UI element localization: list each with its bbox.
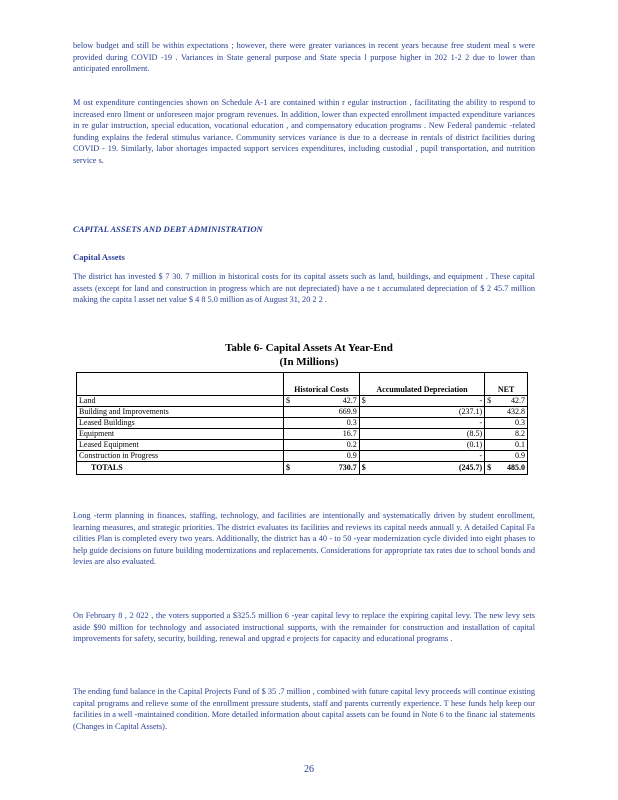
accumulated-depreciation-header: Accumulated Depreciation bbox=[359, 373, 484, 396]
page-number: 26 bbox=[304, 764, 314, 775]
subsection-heading: Capital Assets bbox=[73, 252, 125, 262]
table-row: Land $ 42.7 $ - $ 42.7 bbox=[77, 396, 528, 407]
table-row: Building and Improvements 669.9 (237.1) 432.8 bbox=[77, 407, 528, 418]
table-row: Construction in Progress 0.9 - 0.9 bbox=[77, 451, 528, 462]
table-row: Leased Equipment 0.2 (0.1) 0.1 bbox=[77, 440, 528, 451]
budget-variance-paragraph: below budget and still be within expectations ; however, there were greater variances in recent years because free student meal s were provided during COVID -19 . Variances in State general purpose and State specia l purpose higher in 202 1-2 2 due to lower than anticipated enrollment. bbox=[73, 41, 535, 74]
totals-row: TOTALS $ 730.7 $ (245.7) $ 485.0 bbox=[77, 462, 528, 475]
capital-levy-paragraph: On February 8 , 2 022 , the voters supported a $325.5 million 6 -year capital levy to replace the expiring capital levy. The new levy sets aside $90 million for technology and associated instructional supports, with the remainder for construction and installation of capital improvements for safety, security, building, renewal and upgrad e projects for capacity and educational programs . bbox=[73, 611, 535, 644]
net-header: NET bbox=[485, 373, 528, 396]
capital-investment-paragraph: The district has invested $ 7 30. 7 million in historical costs for its capital assets such as land, buildings, and equipment . These capital assets (except for land and construction in progress which are not depreciated) have a ne t accumulated depreciation of $ 2 45.7 million making the capita l asset net value $ 4 8 5.0 million as of August 31, 20 2 2 . bbox=[73, 272, 535, 305]
table-row: Leased Buildings 0.3 - 0.3 bbox=[77, 418, 528, 429]
ending-fund-balance-paragraph: The ending fund balance in the Capital Projects Fund of $ 35 .7 million , combined with future capital levy proceeds will continue existing capital programs and relieve some of the enrollment pressure students, staff and parents currently experience. T hese funds help keep our facilities in a well -maintained condition. More detailed information about capital assets can be found in Note 6 to the financ ial statements (Changes in Capital Assets). bbox=[73, 687, 535, 731]
long-term-planning-paragraph: Long -term planning in finances, staffing, technology, and facilities are intentionally and systematically driven by student enrollment, learning measures, and strategic priorities. The district evaluates its facilities and reviews its capital needs annuall y. A detailed Capital Fa cilities Plan is completed every two years. Additionally, the district has a 40 - to 50 -year modernization cycle divided into eight phases to help guide decisions on future building modernizations and replacements. Considerations for appropriate tax rates due to school bonds and levies are also evaluated. bbox=[73, 511, 535, 567]
capital-assets-table bbox=[76, 372, 528, 475]
section-heading: CAPITAL ASSETS AND DEBT ADMINISTRATION bbox=[73, 224, 263, 234]
expenditure-contingencies-paragraph: M ost expenditure contingencies shown on Schedule A-1 are contained within r egular instruction , facilitating the ability to respond to increased enro llment or unforeseen major program revenues. In addition, lower than expected enrollment impacted expenditure variances in re gular instruction, special education, vocational education , and compensatory education programs . New Federal pandemic -related funding explains the federal stimulus variance. Community services variance is due to a decrease in rentals of district facilities during COVID - 19. Similarly, labor shortages impacted support services expenditures, including custodial , pupil transportation, and nutrition service s. bbox=[73, 98, 535, 165]
table-row: Equipment 16.7 (8.5) 8.2 bbox=[77, 429, 528, 440]
table-subtitle: (In Millions) bbox=[279, 356, 339, 368]
table-title: Table 6- Capital Assets At Year-End bbox=[225, 342, 393, 354]
historical-costs-header: Historical Costs bbox=[284, 373, 360, 396]
table-header-row bbox=[77, 373, 528, 396]
